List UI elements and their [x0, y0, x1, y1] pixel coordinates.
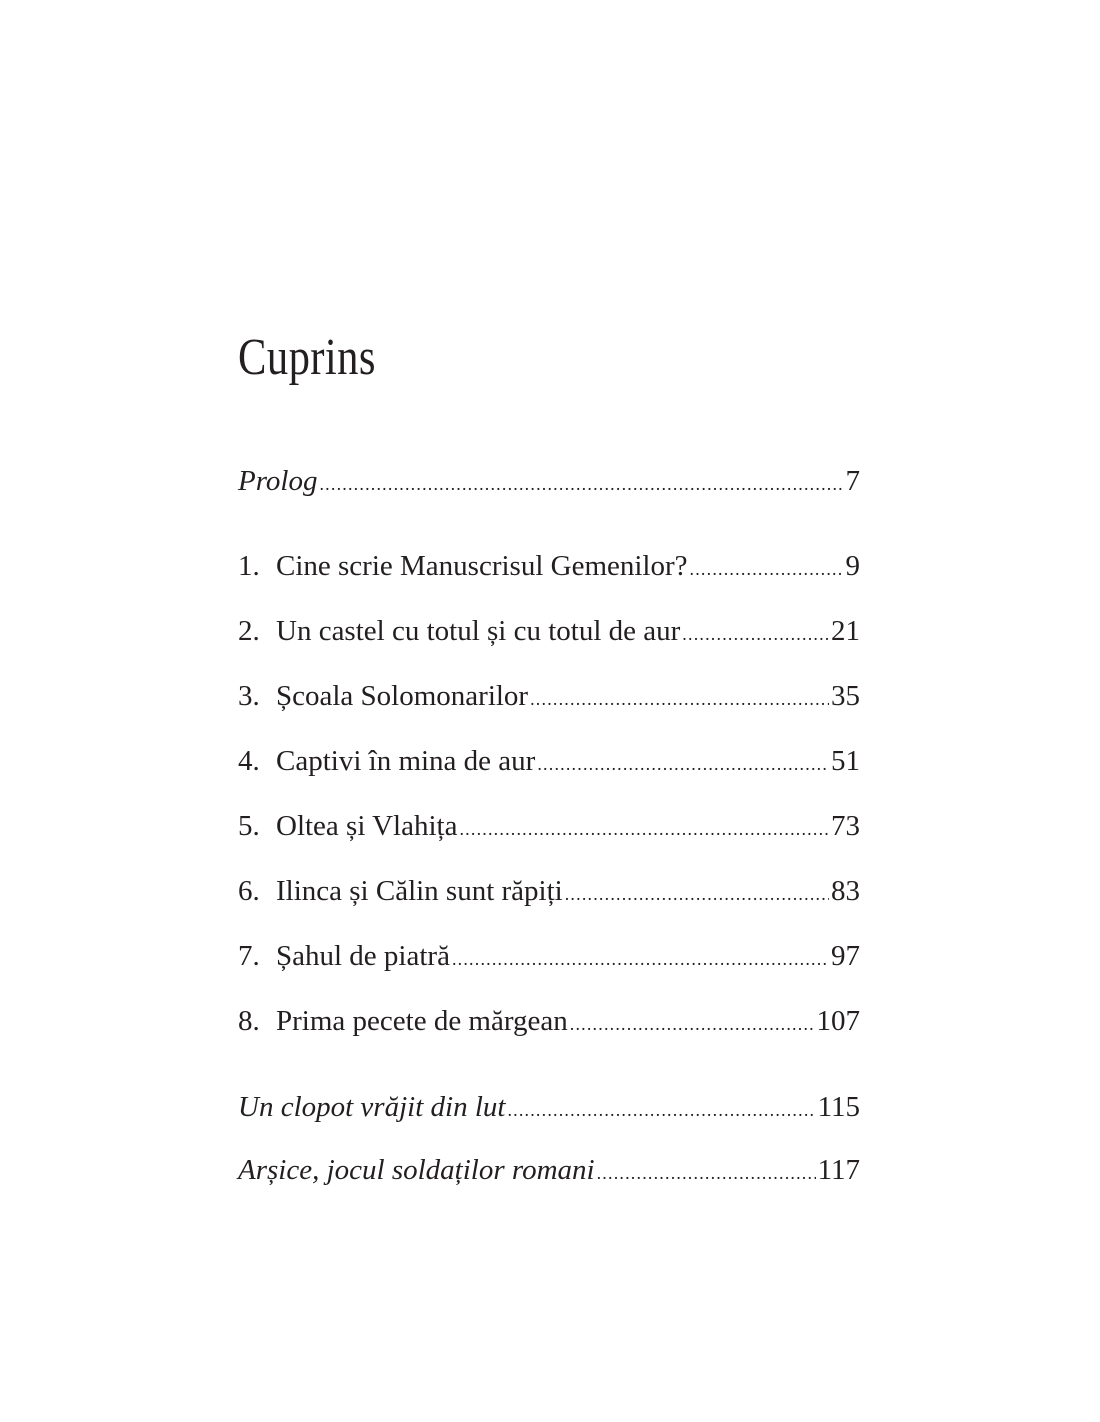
page-number: 21 [831, 615, 860, 647]
page-number: 73 [831, 810, 860, 842]
toc-entry[interactable] [238, 546, 860, 586]
page-number: 83 [831, 875, 860, 907]
toc-entry[interactable] [238, 1150, 860, 1190]
entry-title: Prima pecete de mărgean [276, 1005, 568, 1037]
toc-entry[interactable] [238, 741, 860, 781]
toc-entry[interactable] [238, 676, 860, 716]
page-number: 117 [817, 1154, 860, 1186]
page-number: 51 [831, 745, 860, 777]
dot-leader [597, 1153, 816, 1193]
page-number: 35 [831, 680, 860, 712]
entry-title: Un castel cu totul și cu totul de aur [276, 615, 681, 647]
dot-leader [682, 614, 829, 654]
entry-title: Un clopot vrăjit din lut [238, 1091, 506, 1123]
toc-entry[interactable] [238, 611, 860, 651]
entry-title: Cine scrie Manuscrisul Gemenilor? [276, 550, 688, 582]
entry-title: Captivi în mina de aur [276, 745, 536, 777]
dot-leader [459, 809, 829, 849]
chapter-number: 5. [238, 810, 260, 842]
dot-leader [507, 1090, 815, 1130]
page-number: 107 [816, 1005, 860, 1037]
toc-entry[interactable] [238, 461, 860, 501]
chapter-number: 8. [238, 1005, 260, 1037]
chapter-number: 1. [238, 550, 260, 582]
chapter-number: 2. [238, 615, 260, 647]
entry-title: Ilinca și Călin sunt răpiți [276, 875, 563, 907]
entry-title: Șahul de piatră [276, 940, 450, 972]
page-number: 7 [845, 465, 860, 497]
dot-leader [452, 939, 829, 979]
dot-leader [570, 1004, 815, 1044]
toc-entry[interactable] [238, 1087, 860, 1127]
entry-title: Școala Solomonarilor [276, 680, 529, 712]
entry-title: Prolog [238, 465, 318, 497]
chapter-number: 3. [238, 680, 260, 712]
chapter-number: 7. [238, 940, 260, 972]
chapter-number: 4. [238, 745, 260, 777]
dot-leader [537, 744, 829, 784]
page-number: 115 [817, 1091, 860, 1123]
dot-leader [530, 679, 829, 719]
entry-title: Oltea și Vlahița [276, 810, 458, 842]
dot-leader [690, 549, 844, 589]
toc-entry[interactable] [238, 806, 860, 846]
page-number: 9 [845, 550, 860, 582]
toc-entry[interactable] [238, 1001, 860, 1041]
page-title: Cuprins [238, 329, 376, 386]
toc-entry[interactable] [238, 936, 860, 976]
page-number: 97 [831, 940, 860, 972]
dot-leader [319, 464, 843, 504]
chapter-number: 6. [238, 875, 260, 907]
dot-leader [565, 874, 829, 914]
toc-entry[interactable] [238, 871, 860, 911]
entry-title: Arșice, jocul soldaților romani [238, 1154, 595, 1186]
